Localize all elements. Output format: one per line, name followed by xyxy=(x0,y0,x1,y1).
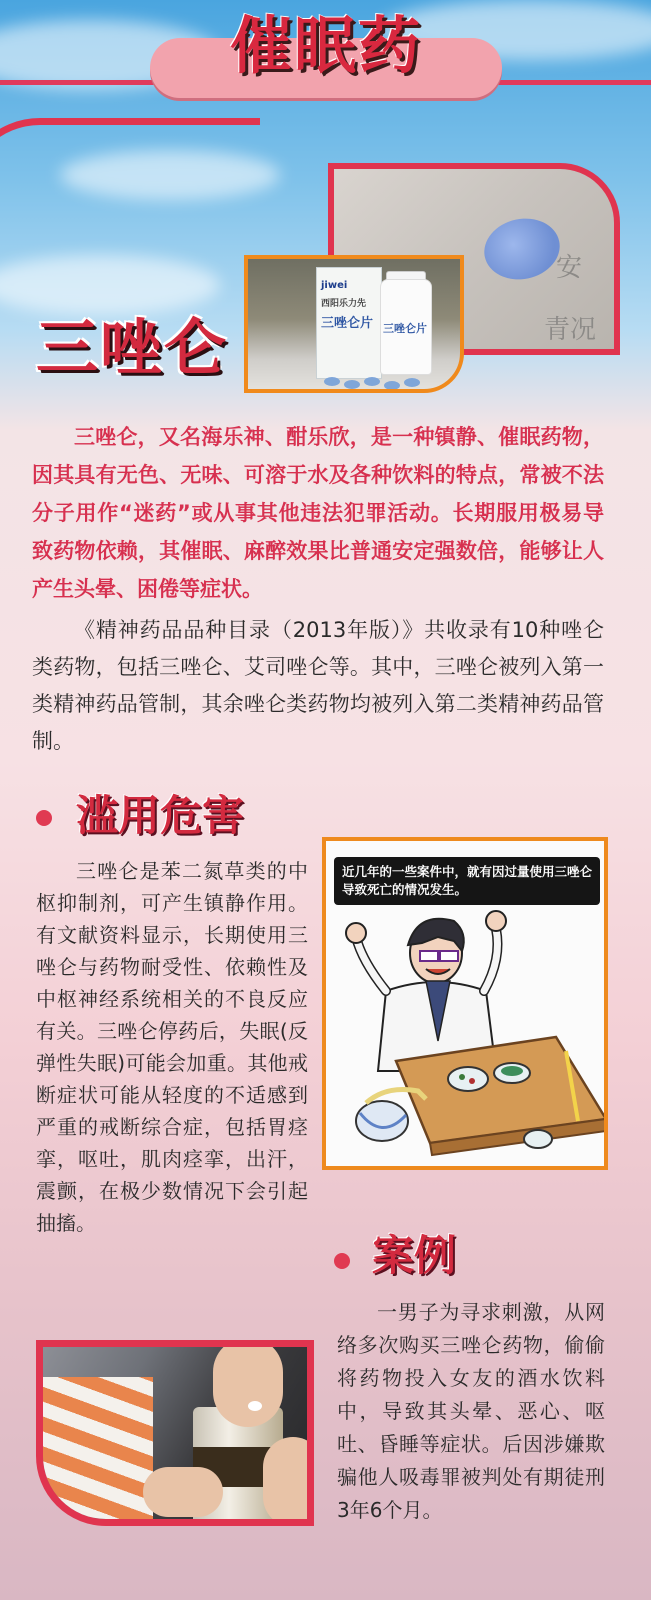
speech-caption: 近几年的一些案件中，就有因过量使用三唑仑导致死亡的情况发生。 xyxy=(334,857,600,905)
case-heading: 案例 xyxy=(372,1231,457,1280)
section-bullet xyxy=(36,810,52,826)
loose-tablet xyxy=(364,377,380,386)
abuse-paragraph: 三唑仑是苯二氮草类的中枢抑制剂，可产生镇静作用。有文献资料显示，长期使用三唑仑与药物耐受性、依赖性及中枢神经系统相关的不良反应有关。三唑仑停药后，失眠(反弹性失眠)可能会加重。其他戒断症状可能从轻度的不适感到严重的戒断综合症，包括胃痉挛，呕吐，肌肉痉挛，出汗，震颤，在极少数情况下会引起抽搐。 xyxy=(36,859,308,1235)
loose-tablet xyxy=(344,380,360,389)
box-name: 三唑仑片 xyxy=(321,316,374,331)
box-brand: jiwei xyxy=(321,280,348,291)
hand xyxy=(213,1340,283,1427)
drug-name-heading: 三唑仑 xyxy=(36,311,229,384)
loose-tablet xyxy=(384,381,400,390)
catalog-paragraph: 《精神药品品种目录（2013年版）》共收录有10种唑仑类药物，包括三唑仑、艾司唑仑等。其中，三唑仑被列入第一类精神药品管制，其余唑仑类药物均被列入第二类精神药品管制。 xyxy=(32,618,604,753)
case-paragraph: 一男子为寻求刺激，从网络多次购买三唑仑药物，偷偷将药物投入女友的酒水饮料中，导致其头晕、恶心、呕吐、昏睡等症状。后因涉嫌欺骗他人吸毒罪被判处有期徒刑3年6个月。 xyxy=(337,1300,605,1522)
photo-paper-text: 安 xyxy=(556,253,583,283)
medicine-bottle xyxy=(380,279,432,375)
intro-paragraph: 三唑仑，又名海乐神、酣乐欣，是一种镇静、催眠药物，因其具有无色、无味、可溶于水及各种饮料的特点，常被不法分子用作“迷药”或从事其他违法犯罪活动。长期服用极易导致药物依赖，其催眠、麻醉效果比普通安定强数倍，能够让人产生头晕、困倦等症状。 xyxy=(32,425,604,601)
cartoon-panel xyxy=(322,837,608,1170)
hand xyxy=(143,1467,223,1517)
box-small-label: 西阳乐力先 xyxy=(321,299,367,309)
medicine-box-photo xyxy=(244,255,464,393)
bottle-name: 三唑仑片 xyxy=(383,322,427,335)
photo-paper-text: 青况 xyxy=(544,315,597,345)
cartoon-illustration xyxy=(326,841,608,1170)
page-title: 催眠药 xyxy=(229,9,422,82)
striped-sleeve xyxy=(36,1377,153,1526)
hand xyxy=(263,1437,314,1526)
white-tablet xyxy=(248,1401,262,1411)
loose-tablet xyxy=(324,377,340,386)
drink-can-photo xyxy=(36,1340,314,1526)
loose-tablet xyxy=(404,378,420,387)
medicine-box xyxy=(316,267,382,379)
blue-tablet xyxy=(479,212,566,286)
section-bullet xyxy=(334,1253,350,1269)
abuse-heading: 滥用危害 xyxy=(76,791,245,840)
